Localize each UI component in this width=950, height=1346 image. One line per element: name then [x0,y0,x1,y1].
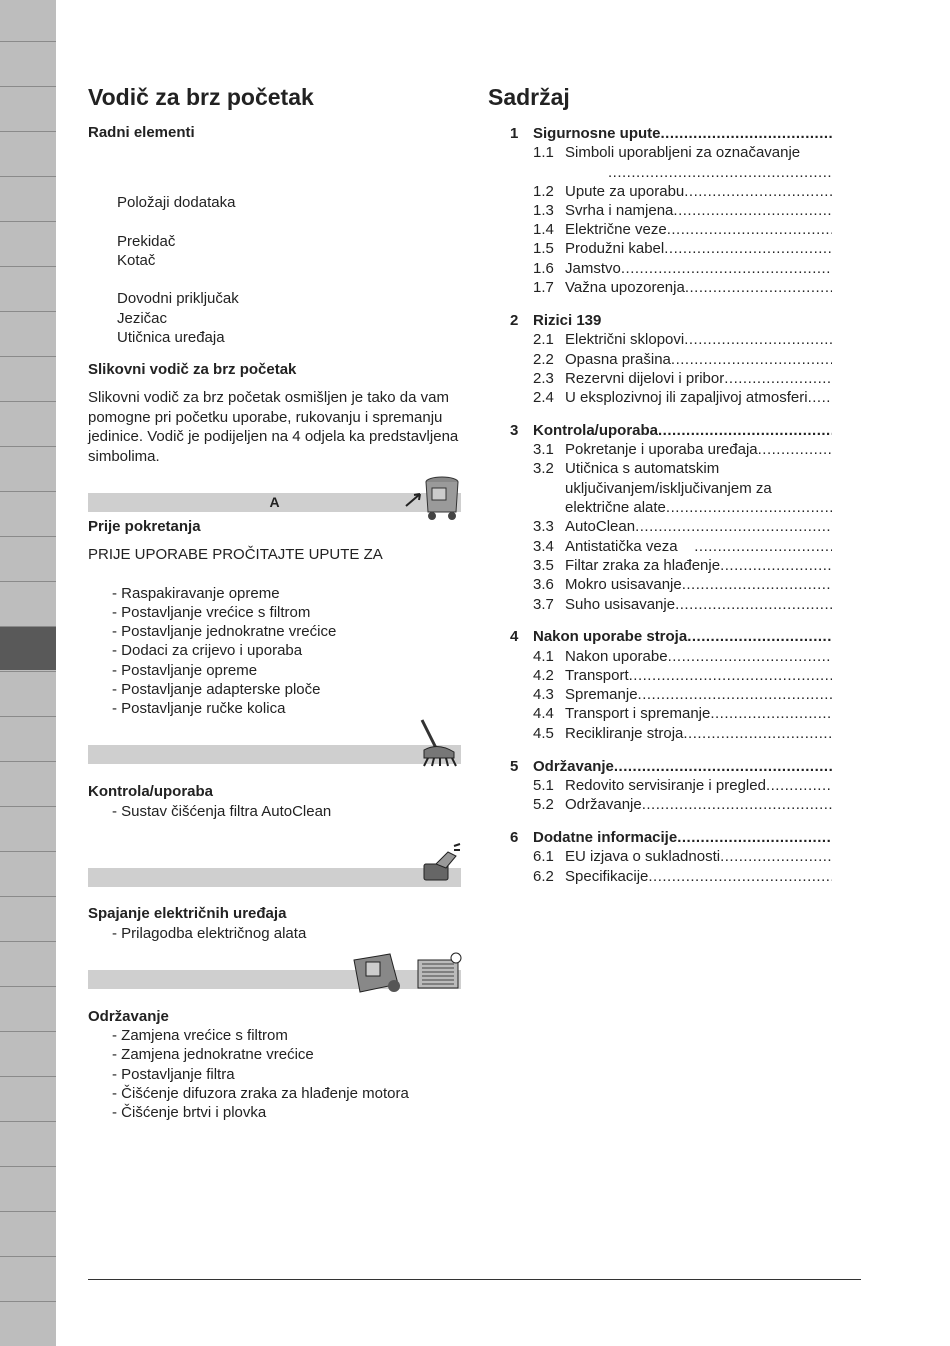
sidebar-tab[interactable] [0,941,56,985]
toc-section-2[interactable] [510,311,832,331]
toc-number: 1.6 [533,260,554,277]
toc-number: 2.2 [533,351,554,368]
toc-number: 2.4 [533,389,554,406]
sidebar-tab[interactable] [0,86,56,130]
toc-entry-1-1[interactable] [510,143,832,163]
sidebar-tab[interactable] [0,1256,56,1300]
toc-label: Važna upozorenja [565,279,685,296]
sidebar-tab-active[interactable] [0,626,56,670]
toc-label: Nakon uporabe stroja [533,628,688,645]
sidebar-tab[interactable] [0,1211,56,1255]
controls-heading: Radni elementi [88,124,195,141]
toc-entry-3-6[interactable] [510,575,832,595]
section-a-item: - Dodaci za crijevo i uporaba [112,642,303,659]
sidebar-tab[interactable] [0,986,56,1030]
sidebar-tab[interactable] [0,41,56,85]
toc-number: 3.7 [533,596,554,613]
section-d-item: - Čišćenje brtvi i plovka [112,1104,267,1121]
toc-entry-1-2[interactable] [510,182,832,202]
toc-number: 4.2 [533,667,554,684]
section-a-item: - Postavljanje opreme [112,662,258,679]
section-d-item: - Zamjena vrećice s filtrom [112,1027,288,1044]
toc-label: Svrha i namjena [565,202,674,219]
toc-label: Suho usisavanje [565,596,676,613]
toc-entry-4-3[interactable] [510,685,832,705]
toc-entry-1-5[interactable] [510,239,832,259]
toc-label: Transport i spremanje [565,705,711,722]
toc-entry-1-6[interactable] [510,259,832,279]
toc-label: Antistatička veza [565,538,695,555]
toc-label: Redovito servisiranje i pregled [565,777,766,794]
sidebar-tab[interactable] [0,356,56,400]
toc-label: Upute za uporabu [565,183,685,200]
toc-label: Simboli uporabljeni za označavanje [565,144,801,161]
section-b-item: - Sustav čišćenja filtra AutoClean [112,803,332,820]
toc-label: Spremanje [565,686,638,703]
toc-number: 1.7 [533,279,554,296]
toc-entry-6-1[interactable] [510,847,832,867]
toc-number: 3.6 [533,576,554,593]
toc-label: Sigurnosne upute [533,125,661,142]
toc-section-4[interactable] [510,627,832,647]
control-item: Utičnica uređaja [117,329,225,346]
toc-entry-1-3[interactable] [510,201,832,221]
section-b-heading: Kontrola/uporaba [88,783,214,800]
toc-number: 1 [510,125,519,142]
toc-label: Utičnica s automatskim [565,460,720,477]
toc-label: Opasna prašina [565,351,671,368]
toc-number: 6.1 [533,848,554,865]
footer-rule [88,1279,861,1280]
sidebar-tab[interactable] [0,1166,56,1210]
toc-number: 4.5 [533,725,554,742]
sidebar-tab[interactable] [0,716,56,760]
toc-number: 1.5 [533,240,554,257]
toc-label: Održavanje [533,758,614,775]
sidebar-tab[interactable] [0,221,56,265]
toc-number: 1.2 [533,183,554,200]
toc-label: Filtar zraka za hlađenje [565,557,721,574]
toc-number: 1.1 [533,144,554,161]
sidebar-tab[interactable] [0,266,56,310]
toc-entry-1-4[interactable] [510,220,832,240]
sidebar-tab[interactable] [0,1031,56,1075]
toc-number: 2.1 [533,331,554,348]
toc-entry-5-2[interactable] [510,795,832,815]
section-a-intro: PRIJE UPORABE PROČITAJTE UPUTE ZA [88,546,383,563]
control-item: Jezičac [117,310,168,327]
toc-label: U eksplozivnoj ili zapaljivoj atmosferi [565,389,808,406]
toc-number: 1.3 [533,202,554,219]
control-item: Dovodni priključak [117,290,239,307]
section-d-item: - Postavljanje filtra [112,1066,235,1083]
toc-label: električne alate [565,499,666,516]
section-a-label: A [269,494,280,510]
toc-number: 4.3 [533,686,554,703]
toc-number: 1.4 [533,221,554,238]
section-d-heading: Održavanje [88,1008,169,1025]
toc-number: 5.2 [533,796,554,813]
toc-title: Sadržaj [488,84,570,110]
section-c-item: - Prilagodba električnog alata [112,925,307,942]
toc-entry-4-4[interactable] [510,704,832,724]
toc-number: 3 [510,422,519,439]
pictorial-text: Slikovni vodič za brz početak osmišljen je tako da vam pomogne pri početku uporabe, rukovanju i spremanju jedinice. Vodič je podijeljen na 4 odjela ka predstavljena simbolima. [88,389,459,465]
sidebar-tab[interactable] [0,131,56,175]
control-item: Prekidač [117,233,176,250]
section-a-heading: Prije pokretanja [88,518,201,535]
section-b-bar [88,745,461,764]
toc-label: Transport [565,667,629,684]
sidebar-tab[interactable] [0,1121,56,1165]
toc-label: Električni sklopovi [565,331,685,348]
toc-number: 2.3 [533,370,554,387]
toc-entry-4-5[interactable] [510,724,832,744]
sidebar-tab[interactable] [0,671,56,715]
toc-entry-6-2[interactable] [510,867,832,887]
toc-label: Pokretanje i uporaba uređaja [565,441,758,458]
toc-number: 4.1 [533,648,554,665]
sidebar-tabs [0,0,56,1346]
toc-label: Produžni kabel [565,240,665,257]
maintenance-icon [350,950,464,996]
power-tool-icon [418,842,462,886]
section-a-item: - Postavljanje jednokratne vrećice [112,623,337,640]
toc-entry-2-4[interactable] [510,388,832,408]
vacuum-unpack-icon [402,474,464,522]
toc-number: 4.4 [533,705,554,722]
sidebar-tab[interactable] [0,311,56,355]
floor-nozzle-icon [414,718,462,768]
toc-label: Nakon uporabe [565,648,668,665]
toc-section-5[interactable] [510,757,832,777]
sidebar-tab[interactable] [0,491,56,535]
toc-number: 3.5 [533,557,554,574]
toc-entry-3-3[interactable] [510,517,832,537]
toc-entry-3-7[interactable] [510,595,832,615]
toc-entry-4-1[interactable] [510,647,832,667]
toc-number: 4 [510,628,519,645]
toc-number: 3.4 [533,538,554,555]
toc-label: Rizici 139 [533,312,602,329]
toc-label: Specifikacije [565,868,649,885]
section-d-item: - Čišćenje difuzora zraka za hlađenje motora [112,1085,409,1102]
pictorial-heading: Slikovni vodič za brz početak [88,361,297,378]
toc-leader [608,163,832,183]
toc-entry-3-5[interactable] [510,556,832,576]
toc-section-1[interactable] [510,124,832,144]
toc-entry-2-1[interactable] [510,330,832,350]
sidebar-tab[interactable] [0,536,56,580]
toc-label: Jamstvo [565,260,621,277]
section-c-bar [88,868,461,887]
toc-entry-1-7[interactable] [510,278,832,298]
section-a-item: - Raspakiravanje opreme [112,585,280,602]
quick-guide-title: Vodič za brz početak [88,84,314,110]
toc-label: Održavanje [565,796,642,813]
toc-label: EU izjava o sukladnosti [565,848,721,865]
toc-number: 2 [510,312,519,329]
toc-section-3[interactable] [510,421,832,441]
sidebar-tab[interactable] [0,581,56,625]
toc-label: AutoClean [565,518,636,535]
toc-entry-4-2[interactable] [510,666,832,686]
sidebar-tab[interactable] [0,401,56,445]
sidebar-tab[interactable] [0,446,56,490]
sidebar-tab[interactable] [0,176,56,220]
toc-entry-3-4[interactable] [510,537,832,557]
toc-entry-5-1[interactable] [510,776,832,796]
toc-number: 3.1 [533,441,554,458]
toc-entry-2-2[interactable] [510,350,832,370]
toc-number: 6.2 [533,868,554,885]
toc-label: Recikliranje stroja [565,725,684,742]
control-item: Položaji dodataka [117,194,236,211]
sidebar-tab[interactable] [0,761,56,805]
toc-entry-3-2-end[interactable] [510,498,832,518]
toc-entry-3-1[interactable] [510,440,832,460]
section-c-heading: Spajanje električnih uređaja [88,905,287,922]
sidebar-tab[interactable] [0,896,56,940]
toc-label: Električne veze [565,221,667,238]
sidebar-tab[interactable] [0,806,56,850]
section-a-item: - Postavljanje adapterske ploče [112,681,321,698]
toc-number: 3.2 [533,460,554,477]
section-d-item: - Zamjena jednokratne vrećice [112,1046,314,1063]
toc-label: Kontrola/uporaba [533,422,659,439]
section-a-item: - Postavljanje vrećice s filtrom [112,604,311,621]
sidebar-tab[interactable] [0,851,56,895]
toc-number: 5 [510,758,519,775]
toc-section-6[interactable] [510,828,832,848]
toc-number: 6 [510,829,519,846]
control-item: Kotač [117,252,156,269]
toc-entry-2-3[interactable] [510,369,832,389]
toc-number: 3.3 [533,518,554,535]
section-a-item: - Postavljanje ručke kolica [112,700,286,717]
sidebar-tab[interactable] [0,1301,56,1345]
toc-label: Dodatne informacije [533,829,678,846]
toc-label-continued: uključivanjem/isključivanjem za [565,480,772,497]
sidebar-tab[interactable] [0,1076,56,1120]
toc-number: 5.1 [533,777,554,794]
toc-label: Rezervni dijelovi i pribor [565,370,725,387]
toc-entry-3-2[interactable] [510,459,832,479]
toc-label: Mokro usisavanje [565,576,682,593]
